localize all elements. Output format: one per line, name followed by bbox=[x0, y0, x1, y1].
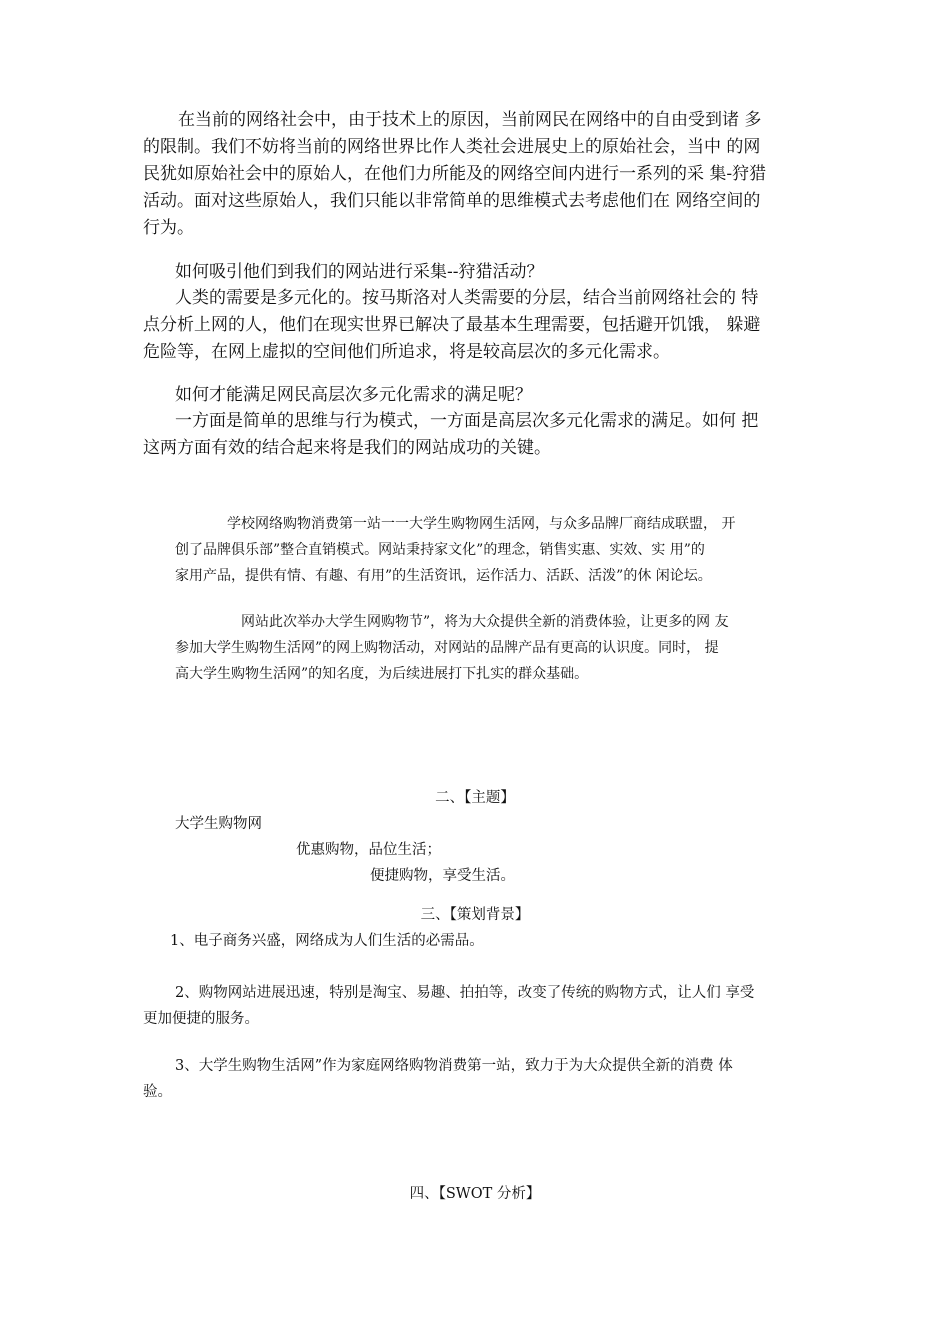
intro-p2-line-2: 点分析上网的人，他们在现实世界已解决了最基本生理需要，包括避开饥饿， 躲避 bbox=[143, 315, 761, 335]
about-p1-line-1: 学校网络购物消费第一站一一大学生购物网生活网，与众多品牌厂商结成联盟， 开 bbox=[227, 516, 736, 532]
intro-p1-line-3: 民犹如原始社会中的原始人，在他们力所能及的网络空间内进行一系列的采 集-狩猎 bbox=[143, 164, 767, 184]
intro-p2-line-3: 危险等，在网上虚拟的空间他们所追求，将是较高层次的多元化需求。 bbox=[143, 342, 670, 362]
intro-p3-line-1: 一方面是简单的思维与行为模式，一方面是高层次多元化需求的满足。如何 把 bbox=[175, 411, 759, 431]
about-p2-line-2: 参加大学生购物生活网”的网上购物活动，对网站的品牌产品有更高的认识度。同时， 提 bbox=[175, 640, 719, 656]
about-p1-line-3: 家用产品，提供有情、有趣、有用”的生活资讯，运作活力、活跃、活泼”的休 闲论坛。 bbox=[175, 568, 712, 584]
theme-name: 大学生购物网 bbox=[175, 816, 262, 832]
background-item-2-line-1: 2、购物网站进展迅速，特别是淘宝、易趣、拍拍等，改变了传统的购物方式，让人们 享受 bbox=[175, 985, 755, 1001]
theme-heading: 二、【主题】 bbox=[435, 790, 515, 806]
background-item-3-line-1: 3、大学生购物生活网”作为家庭网络购物消费第一站，致力于为大众提供全新的消费 体 bbox=[175, 1058, 733, 1074]
intro-question-2: 如何才能满足网民高层次多元化需求的满足呢？ bbox=[175, 385, 532, 405]
about-p1-line-2: 创了品牌俱乐部”整合直销模式。网站秉持家文化”的理念，销售实惠、实效、实 用”的 bbox=[175, 542, 705, 558]
background-item-2-line-2: 更加便捷的服务。 bbox=[143, 1011, 259, 1027]
intro-p1-line-2: 的限制。我们不妨将当前的网络世界比作人类社会进展史上的原始社会，当中 的网 bbox=[143, 137, 761, 157]
intro-p1-line-1: 在当前的网络社会中，由于技术上的原因，当前网民在网络中的自由受到诸 多 bbox=[178, 110, 762, 130]
intro-p3-line-2: 这两方面有效的结合起来将是我们的网站成功的关键。 bbox=[143, 438, 551, 458]
background-item-3-line-2: 验。 bbox=[143, 1084, 172, 1100]
theme-slogan-2: 便捷购物，享受生活。 bbox=[370, 868, 515, 884]
background-heading: 三、【策划背景】 bbox=[420, 907, 530, 923]
about-p2-line-1: 网站此次举办大学生网购物节”，将为大众提供全新的消费体验，让更多的网 友 bbox=[241, 614, 729, 630]
intro-question-1: 如何吸引他们到我们的网站进行采集--狩猎活动？ bbox=[175, 262, 544, 282]
about-p2-line-3: 高大学生购物生活网”的知名度，为后续进展打下扎实的群众基础。 bbox=[175, 666, 589, 682]
theme-slogan-1: 优惠购物，品位生活； bbox=[296, 842, 441, 858]
background-item-1: 1、电子商务兴盛，网络成为人们生活的必需品。 bbox=[170, 933, 484, 949]
intro-p1-line-5: 行为。 bbox=[143, 218, 194, 238]
intro-p1-line-4: 活动。面对这些原始人，我们只能以非常简单的思维模式去考虑他们在 网络空间的 bbox=[143, 191, 761, 211]
swot-heading: 四、【SWOT 分析】 bbox=[409, 1186, 541, 1202]
intro-p2-line-1: 人类的需要是多元化的。按马斯洛对人类需要的分层，结合当前网络社会的 特 bbox=[175, 288, 759, 308]
